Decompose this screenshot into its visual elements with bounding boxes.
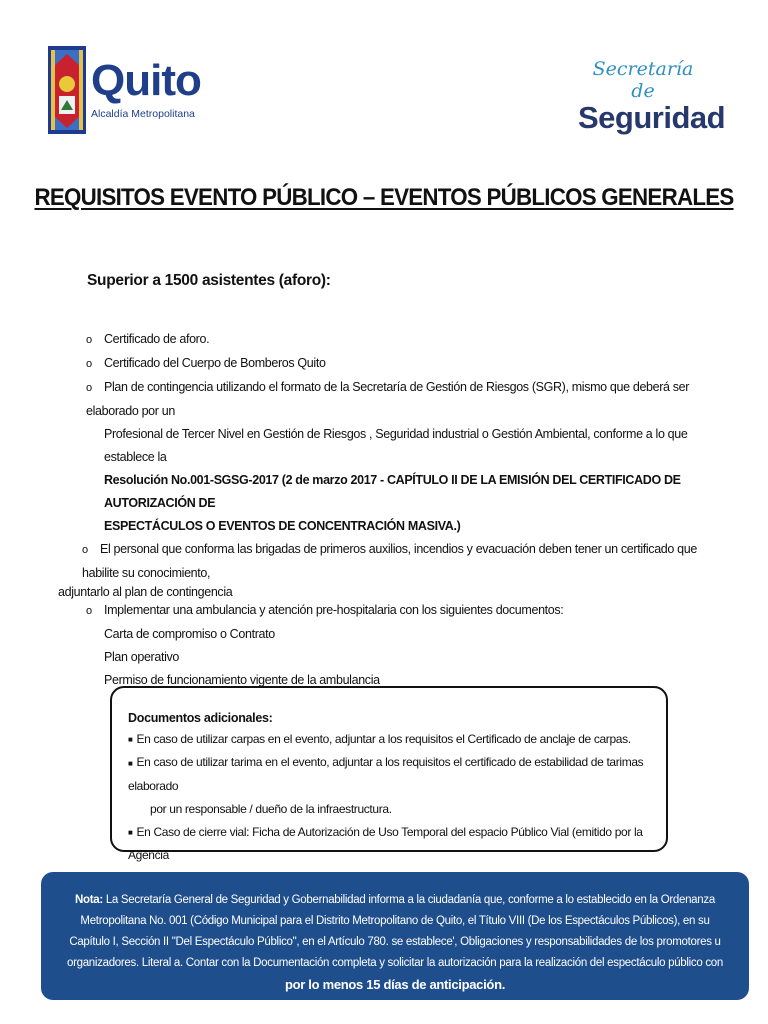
circle-bullet-icon: o — [86, 334, 92, 346]
note-text: La Secretaría General de Seguridad y Gobernabilidad informa a la ciudadanía que, conforme a lo establecido en la Ordenanza Metropolitana No. 001 (Código Municipal para el Distrito Metropolitano de Quito, el Título VIII (De los Espectáculos Públicos), en su Capítulo I, Sección II "Del Espectáculo Público", en el Artículo 780. se establece', Obligaciones y responsabilidades de los promotores u organizadores. Literal a. Contar con la Documentación completa y solicitar la autorización para la realización del espectáculo público con — [66, 894, 723, 969]
seguridad-logo — [578, 58, 726, 135]
list-item: o Plan de contingencia utilizando el formato de la Secretaría de Gestión de Riesgos (SGR), mismo que deberá ser elaborado por un — [86, 376, 726, 423]
ambulance-doc: Plan operativo — [104, 650, 180, 664]
note-label: Nota: — [75, 894, 103, 906]
list-item-continuation: Profesional de Tercer Nivel en Gestión de Riesgos , Seguridad industrial o Gestión Ambiental, conforme a lo que establece la — [104, 427, 688, 464]
list-item: o Certificado del Cuerpo de Bomberos Quito — [86, 352, 726, 376]
circle-bullet-icon: o — [82, 544, 88, 556]
list-item: ■ En caso de utilizar carpas en el evento, adjuntar a los requisitos el Certificado de anclaje de carpas. — [128, 732, 631, 746]
page-title: REQUISITOS EVENTO PÚBLICO – EVENTOS PÚBLICOS GENERALES — [34, 184, 734, 211]
additional-documents-box — [110, 686, 668, 862]
list-item-continuation: adjuntarlo al plan de contingencia — [58, 585, 233, 599]
list-item: o Certificado de aforo. — [86, 328, 726, 352]
additional-documents-title: Documentos adicionales: — [128, 711, 273, 725]
seguridad-wordmark: Seguridad — [578, 100, 726, 135]
list-item: o Implementar una ambulancia y atención pre-hospitalaria con los siguientes documentos: — [86, 599, 726, 623]
quito-subtitle: Alcaldía Metropolitana — [91, 108, 195, 120]
circle-bullet-icon: o — [86, 605, 92, 617]
list-item: ■ En caso de utilizar tarima en el evento, adjuntar a los requisitos el certificado de estabilidad de tarimas elaborado — [128, 755, 644, 793]
list-item-continuation: por un responsable / dueño de la infraestructura. — [150, 801, 392, 816]
ambulance-doc: Carta de compromiso o Contrato — [104, 627, 275, 641]
square-bullet-icon: ■ — [128, 827, 133, 837]
square-bullet-icon: ■ — [128, 758, 133, 768]
quito-logo — [48, 46, 201, 136]
quito-crest-icon — [48, 46, 86, 134]
section-subtitle: Superior a 1500 asistentes (aforo): — [87, 272, 331, 289]
resolution-reference: Resolución No.001-SGSG-2017 (2 de marzo 2017 - CAPÍTULO II DE LA EMISIÓN DEL CERTIFICADO DE AUTORIZACIÓN DE — [104, 473, 681, 510]
resolution-reference-cont: ESPECTÁCULOS O EVENTOS DE CONCENTRACIÓN MASIVA.) — [104, 519, 461, 533]
circle-bullet-icon: o — [86, 382, 92, 394]
seguridad-script: Secretaría de — [592, 58, 694, 102]
list-item: ■ En Caso de cierre vial: Ficha de Autorización de Uso Temporal del espacio Público Vial (emitido por la Agencia — [128, 824, 643, 862]
note-emphasis: por lo menos 15 días de anticipación. — [284, 977, 506, 992]
requirements-list — [58, 328, 726, 692]
square-bullet-icon: ■ — [128, 735, 133, 745]
circle-bullet-icon: o — [86, 358, 92, 370]
note-box — [41, 872, 749, 1000]
ambulance-doc: Permiso de funcionamiento vigente de la ambulancia — [104, 673, 380, 687]
quito-wordmark: Quito — [91, 56, 201, 105]
list-item: o El personal que conforma las brigadas de primeros auxilios, incendios y evacuación deben tener un certificado que habilite su conocimiento, — [82, 538, 726, 585]
